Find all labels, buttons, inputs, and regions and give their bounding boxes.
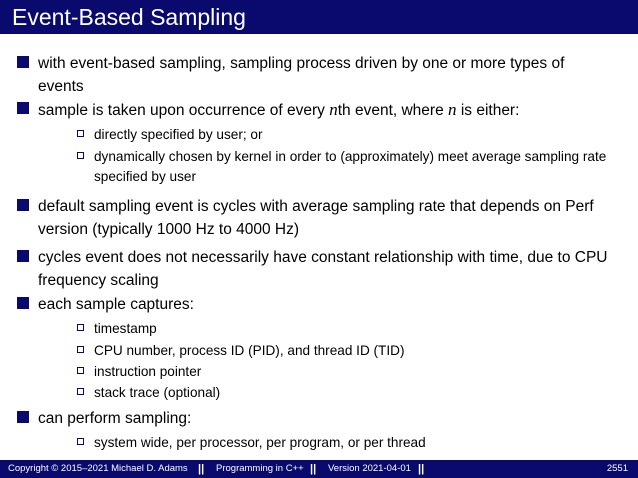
math-variable: n [448, 100, 457, 119]
footer-copyright: Copyright © 2015–2021 Michael D. Adams [8, 463, 188, 474]
bullet-cycles-event [38, 246, 613, 292]
hollow-square-bullet-icon [77, 346, 84, 353]
bullet-event-based [38, 52, 613, 98]
bullet-text: each sample captures: [38, 296, 194, 313]
sub-bullet-cpu-pid-tid [94, 341, 614, 361]
sub-bullet-text: instruction pointer [94, 364, 202, 379]
footer-separator: || [310, 463, 317, 475]
bullet-nth-event [38, 98, 613, 122]
square-bullet-icon [17, 411, 29, 423]
sub-bullet-stack-trace [94, 383, 614, 403]
footer-course: Programming in C++ [216, 463, 304, 474]
sub-bullet-text: stack trace (optional) [94, 385, 221, 400]
bullet-sample-captures [38, 293, 613, 316]
sub-bullet-text: directly specified by user; or [94, 127, 263, 142]
bullet-perform-sampling [38, 407, 613, 430]
footer-bar [0, 460, 638, 478]
square-bullet-icon [17, 250, 29, 262]
sub-bullet-user-specified [94, 125, 614, 145]
hollow-square-bullet-icon [77, 367, 84, 374]
bullet-text: can perform sampling: [38, 410, 192, 427]
footer-version: Version 2021-04-01 [328, 463, 411, 474]
hollow-square-bullet-icon [77, 324, 84, 331]
sub-bullet-text: dynamically chosen by kernel in order to (approximately) meet average sampling rate specified by user [94, 149, 607, 184]
square-bullet-icon [17, 56, 29, 68]
bullet-text: is either: [456, 102, 520, 119]
bullet-text: th event, where [337, 102, 449, 119]
math-variable: n [329, 100, 338, 119]
hollow-square-bullet-icon [77, 130, 84, 137]
bullet-text: cycles event does not necessarily have constant relationship with time, due to CPU frequency scaling [38, 249, 608, 289]
footer-separator: || [418, 463, 425, 475]
bullet-text: with event-based sampling, sampling process driven by one or more types of events [38, 55, 565, 95]
hollow-square-bullet-icon [77, 388, 84, 395]
square-bullet-icon [17, 297, 29, 309]
hollow-square-bullet-icon [77, 152, 84, 159]
bullet-text: sample is taken upon occurrence of every [38, 102, 330, 119]
sub-bullet-text: CPU number, process ID (PID), and thread ID (TID) [94, 343, 405, 358]
bullet-text: default sampling event is cycles with average sampling rate that depends on Perf version (typically 1000 Hz to 4000 Hz) [38, 198, 594, 238]
footer-separator: || [198, 463, 205, 475]
sub-bullet-text: system wide, per processor, per program, or per thread [94, 435, 426, 450]
sub-bullet-instruction-pointer [94, 362, 614, 382]
footer-page-number: 2551 [606, 463, 628, 474]
sub-bullet-kernel-chosen [94, 147, 614, 187]
slide-title: Event-Based Sampling [12, 4, 246, 30]
sub-bullet-scope [94, 433, 614, 453]
square-bullet-icon [17, 199, 29, 211]
square-bullet-icon [17, 102, 29, 114]
sub-bullet-text: timestamp [94, 321, 157, 336]
bullet-default-sampling [38, 195, 613, 241]
hollow-square-bullet-icon [77, 438, 84, 445]
sub-bullet-timestamp [94, 319, 614, 339]
